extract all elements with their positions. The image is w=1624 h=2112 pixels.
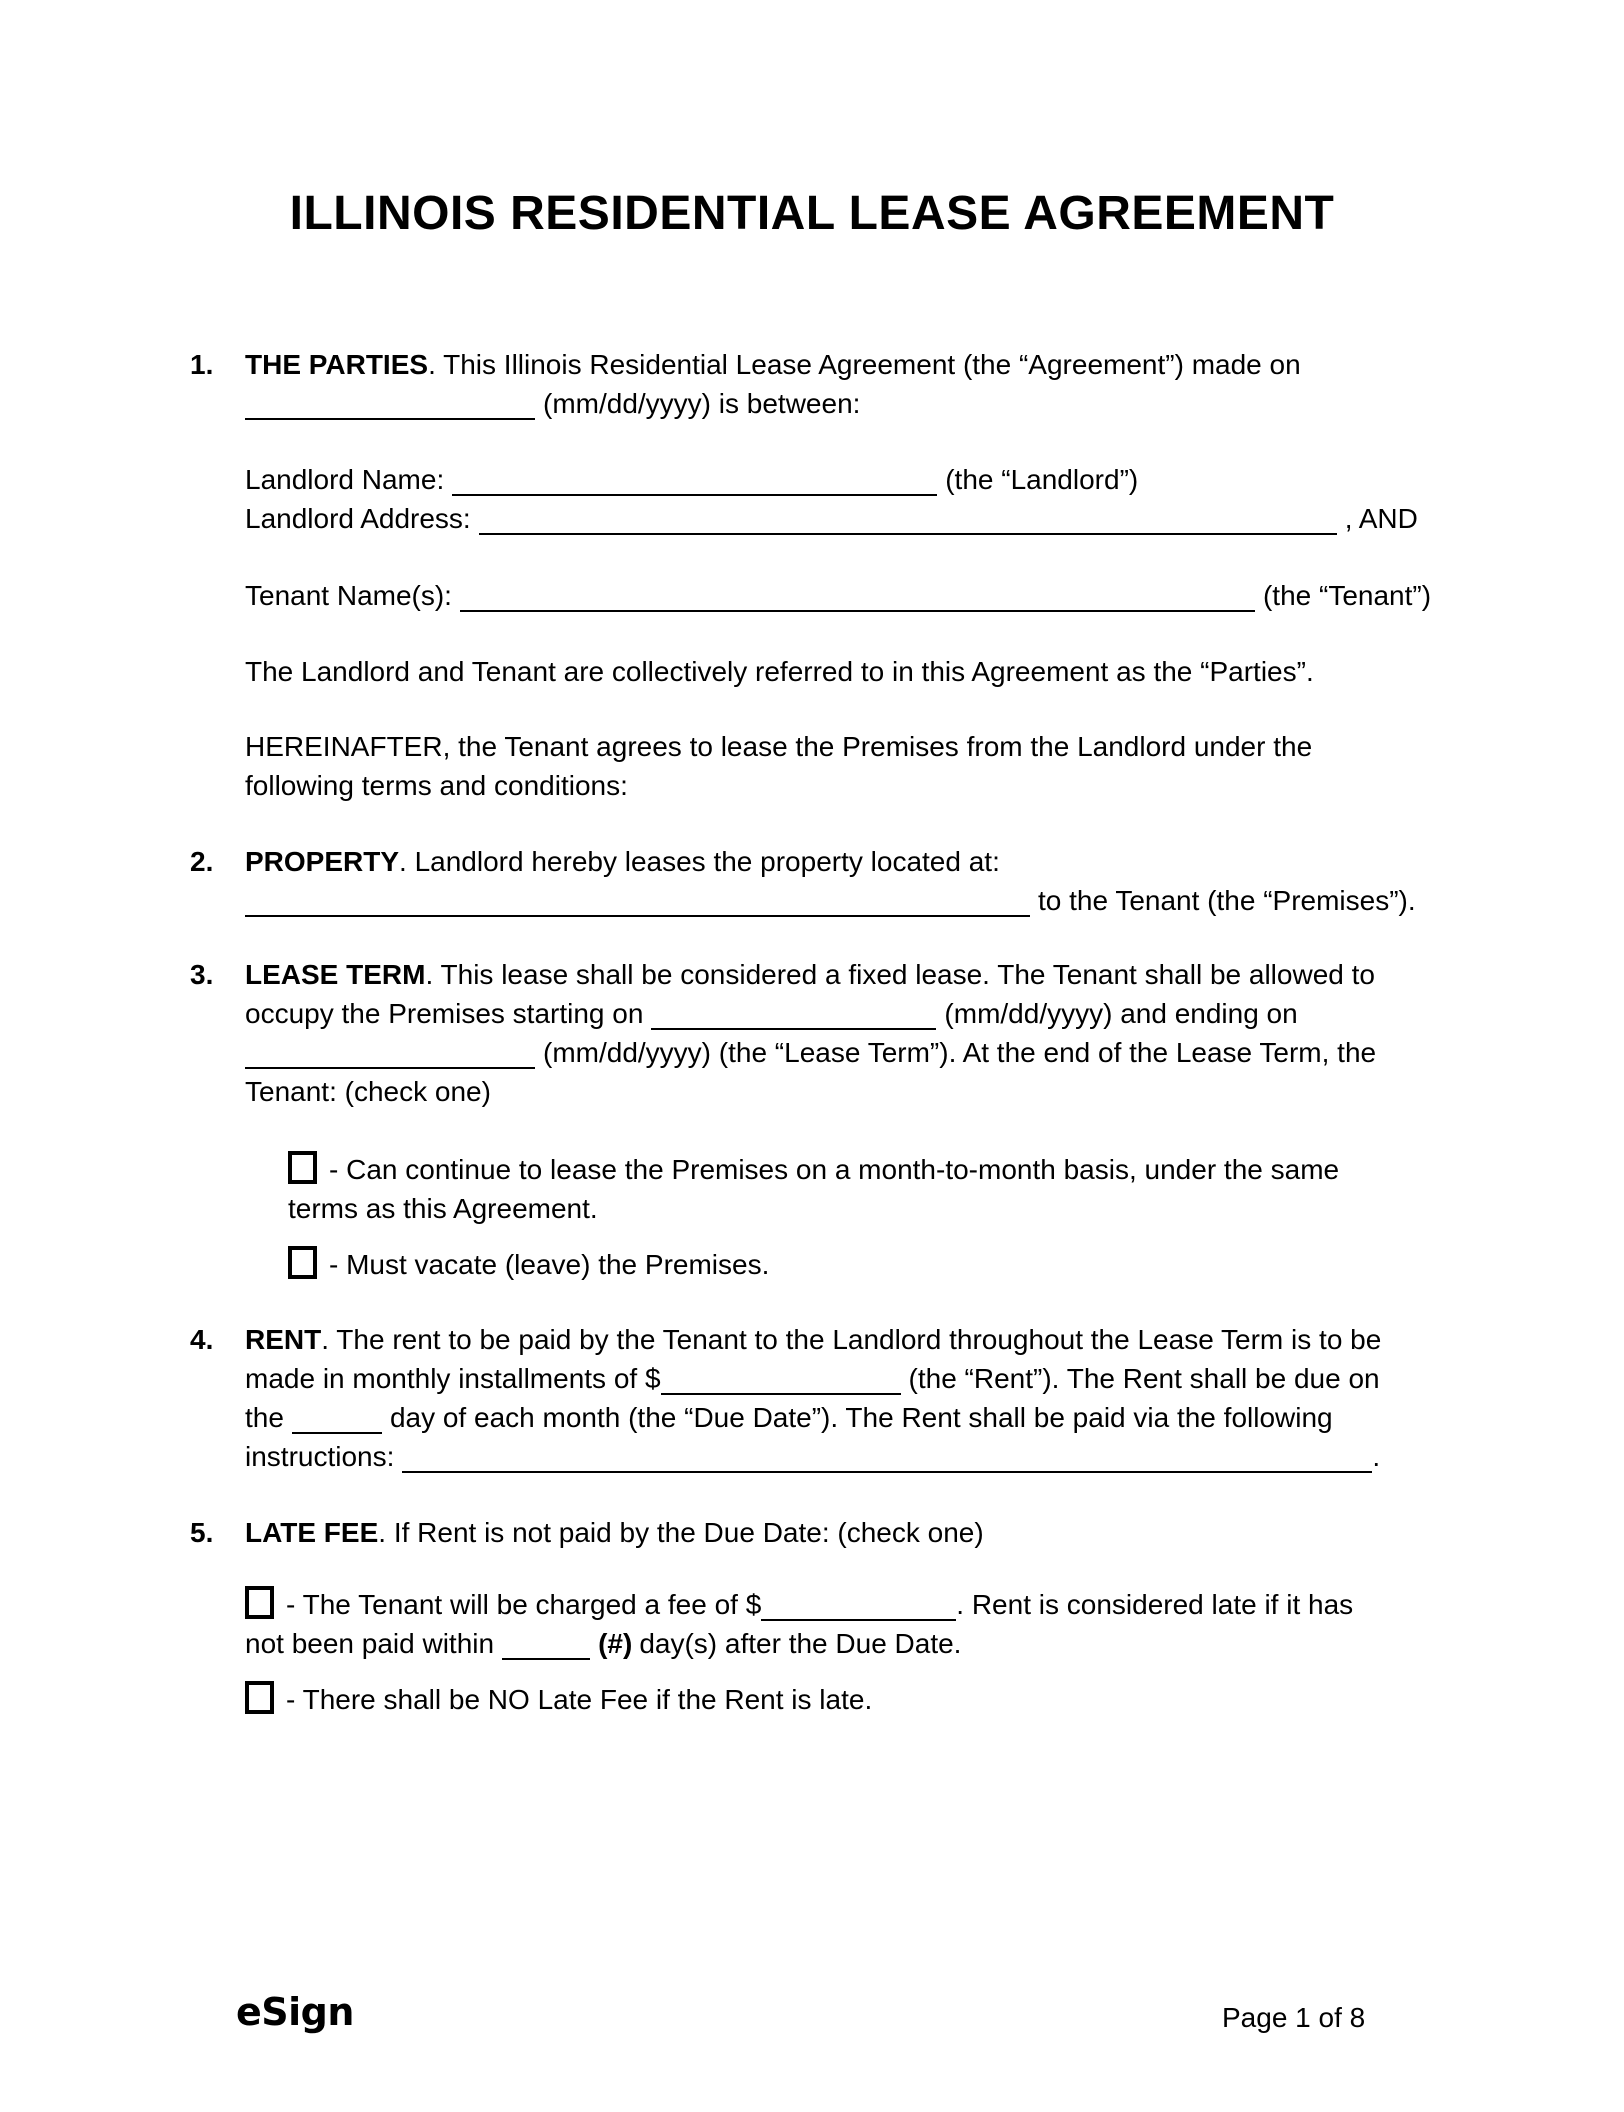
section-lease-term	[190, 955, 1449, 1111]
text-line	[245, 766, 1449, 805]
landlord-name-blank-field[interactable]	[452, 466, 937, 496]
option-line	[245, 1624, 1449, 1663]
tenant-block	[245, 576, 1449, 615]
lease-term-option-month-to-month	[288, 1150, 1449, 1228]
section-number: 4.	[190, 1324, 214, 1355]
option-line	[245, 1680, 1449, 1719]
landlord-name-label: Landlord Name:	[245, 464, 445, 495]
text-run: made in monthly installments of $	[245, 1363, 661, 1394]
rent-line2	[245, 1359, 1449, 1398]
property-address-blank-field[interactable]	[245, 887, 1030, 917]
text-run: instructions:	[245, 1441, 395, 1472]
section-heading: THE PARTIES	[245, 349, 429, 380]
text-run: (the “Tenant”)	[1262, 580, 1432, 611]
section-number: 5.	[190, 1517, 214, 1548]
text-run: (the “Rent”). The Rent shall be due on	[908, 1363, 1380, 1394]
lease-term-line4	[245, 1072, 1449, 1111]
text-run: The Landlord and Tenant are collectively referred to in this Agreement as the “Parties”.	[245, 656, 1314, 687]
rent-due-day-blank-field[interactable]	[292, 1404, 382, 1434]
rent-line1	[245, 1320, 1449, 1359]
payment-instructions-blank-field[interactable]	[402, 1443, 1372, 1473]
text-run: (mm/dd/yyyy) (the “Lease Term”). At the end of the Lease Term, the	[543, 1037, 1377, 1068]
text-run: (mm/dd/yyyy) and ending on	[944, 998, 1298, 1029]
landlord-address-line	[245, 499, 1449, 538]
late-fee-amount-blank-field[interactable]	[761, 1591, 956, 1621]
late-fee-line1	[245, 1513, 1449, 1552]
text-run: HEREINAFTER, the Tenant agrees to lease the Premises from the Landlord under the	[245, 731, 1313, 762]
section-property	[190, 842, 1449, 920]
late-fee-option-charged	[245, 1585, 1449, 1663]
property-line1	[245, 842, 1449, 881]
section-the-parties	[190, 345, 1449, 423]
month-to-month-checkbox[interactable]	[288, 1151, 317, 1184]
text-run: (mm/dd/yyyy) is between:	[543, 388, 861, 419]
text-run: day of each month (the “Due Date”). The Rent shall be paid via the following	[389, 1402, 1333, 1433]
text-run: Tenant: (check one)	[245, 1076, 491, 1107]
text-run: occupy the Premises starting on	[245, 998, 644, 1029]
landlord-name-line	[245, 460, 1449, 499]
rent-amount-blank-field[interactable]	[661, 1365, 901, 1395]
section-rent	[190, 1320, 1449, 1476]
late-fee-option-none	[245, 1680, 1449, 1719]
rent-line3	[245, 1398, 1449, 1437]
lease-term-option-vacate	[288, 1245, 1449, 1284]
late-fee-charged-checkbox[interactable]	[245, 1586, 274, 1619]
collective-clause	[245, 652, 1449, 691]
text-run: the	[245, 1402, 284, 1433]
option-line	[288, 1150, 1449, 1189]
tenant-name-line	[245, 576, 1449, 615]
text-run: .	[1372, 1441, 1381, 1472]
section-heading: LATE FEE	[245, 1517, 379, 1548]
section-heading: LEASE TERM	[245, 959, 426, 990]
text-run: . If Rent is not paid by the Due Date: (check one)	[378, 1517, 984, 1548]
text-run: to the Tenant (the “Premises”).	[1038, 885, 1416, 916]
text-run: following terms and conditions:	[245, 770, 628, 801]
section-late-fee	[190, 1513, 1449, 1552]
landlord-address-label: Landlord Address:	[245, 503, 471, 534]
lease-term-line1	[245, 955, 1449, 994]
text-run: not been paid within	[245, 1628, 495, 1659]
parties-intro-line2	[245, 384, 1449, 423]
section-heading: RENT	[245, 1324, 322, 1355]
tenant-name-label: Tenant Name(s):	[245, 580, 452, 611]
text-run: . This Illinois Residential Lease Agreement (the “Agreement”) made on	[428, 349, 1301, 380]
esign-logo: eSign	[236, 1990, 354, 2034]
option-line	[245, 1585, 1449, 1624]
hereinafter-clause	[245, 727, 1449, 805]
parties-intro-line1	[245, 345, 1449, 384]
text-run: . Rent is considered late if it has	[956, 1589, 1354, 1620]
section-number: 2.	[190, 846, 214, 877]
no-late-fee-checkbox[interactable]	[245, 1681, 274, 1714]
section-heading: PROPERTY	[245, 846, 400, 877]
document-title: ILLINOIS RESIDENTIAL LEASE AGREEMENT	[289, 187, 1335, 240]
section-number: 1.	[190, 349, 214, 380]
text-run: - Must vacate (leave) the Premises.	[329, 1249, 770, 1280]
lease-start-date-blank-field[interactable]	[651, 1000, 936, 1030]
text-line	[245, 727, 1449, 766]
landlord-block	[245, 460, 1449, 538]
text-run: - The Tenant will be charged a fee of $	[286, 1589, 762, 1620]
text-run: - Can continue to lease the Premises on a month-to-month basis, under the same	[329, 1154, 1340, 1185]
page-indicator: Page 1 of 8	[1222, 2002, 1366, 2033]
must-vacate-checkbox[interactable]	[288, 1246, 317, 1279]
option-line	[288, 1245, 1449, 1284]
text-run: . Landlord hereby leases the property located at:	[399, 846, 1000, 877]
lease-term-line3	[245, 1033, 1449, 1072]
late-days-blank-field[interactable]	[502, 1630, 590, 1660]
text-run: terms as this Agreement.	[288, 1193, 598, 1224]
lease-term-line2	[245, 994, 1449, 1033]
text-run: (the “Landlord”)	[945, 464, 1139, 495]
section-number: 3.	[190, 959, 214, 990]
text-run: day(s) after the Due Date.	[639, 1628, 962, 1659]
agreement-date-blank-field[interactable]	[245, 390, 535, 420]
option-line	[288, 1189, 1449, 1228]
text-run: . This lease shall be considered a fixed lease. The Tenant shall be allowed to	[425, 959, 1375, 990]
text-run: - There shall be NO Late Fee if the Rent is late.	[286, 1684, 873, 1715]
lease-end-date-blank-field[interactable]	[245, 1039, 535, 1069]
property-line2	[245, 881, 1449, 920]
document-body	[190, 242, 1449, 1719]
text-run: . The rent to be paid by the Tenant to the Landlord throughout the Lease Term is to be	[321, 1324, 1382, 1355]
text-line	[245, 652, 1449, 691]
number-sign-label: (#)	[598, 1628, 633, 1659]
tenant-name-blank-field[interactable]	[460, 582, 1255, 612]
rent-line4	[245, 1437, 1449, 1476]
text-run: , AND	[1344, 503, 1418, 534]
landlord-address-blank-field[interactable]	[479, 505, 1337, 535]
